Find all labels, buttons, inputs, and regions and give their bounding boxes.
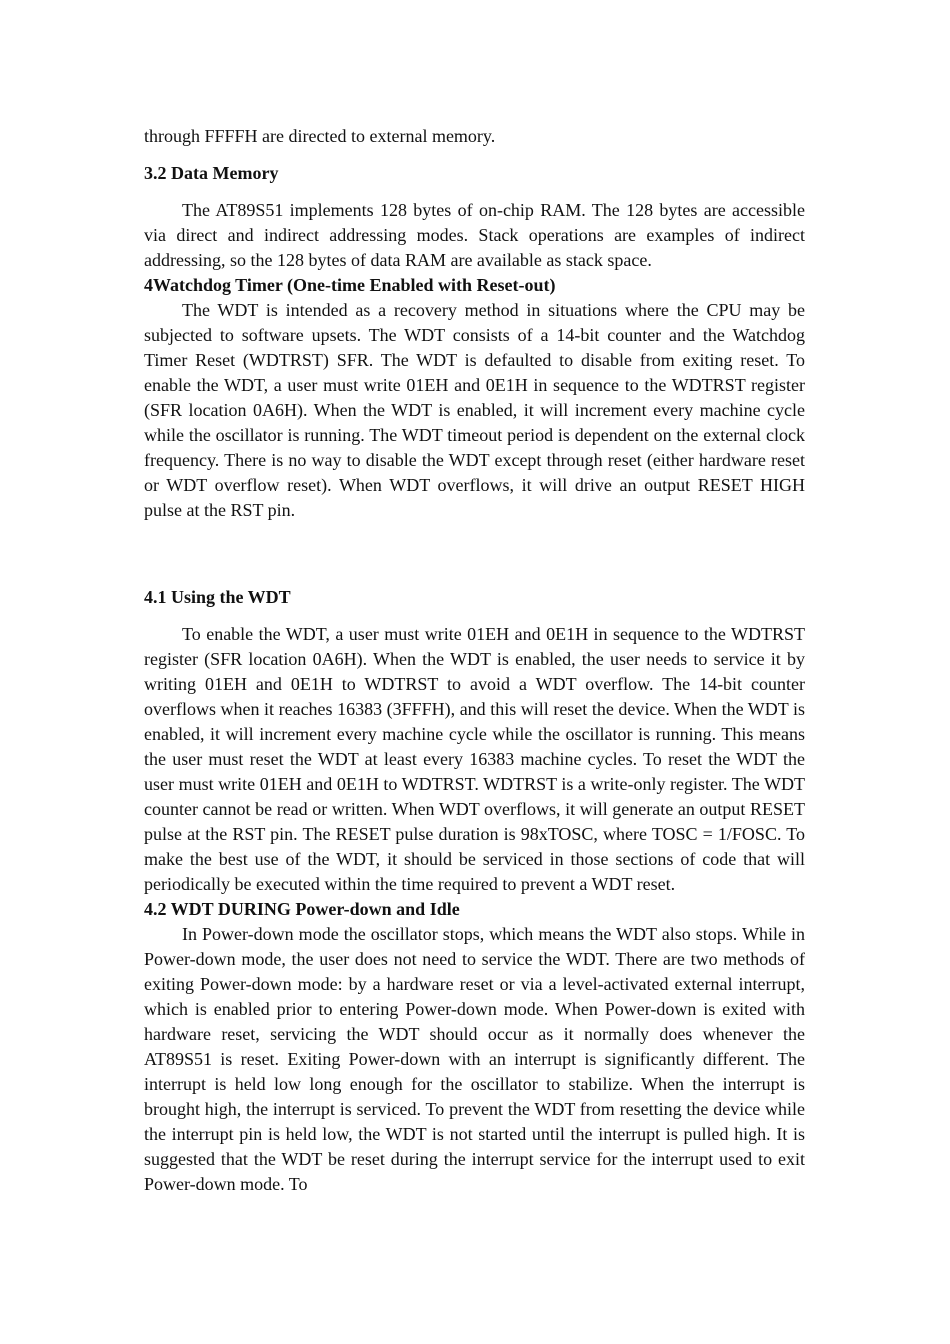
section-heading: 4Watchdog Timer (One-time Enabled with Reset-out) <box>144 275 556 295</box>
section-heading: 4.2 WDT DURING Power-down and Idle <box>144 899 460 919</box>
section-heading: 3.2 Data Memory <box>144 163 279 183</box>
paragraph: The AT89S51 implements 128 bytes of on-chip RAM. The 128 bytes are accessible via direct and indirect addressing modes. Stack operations are examples of indirect addressing, so the 128 bytes of data RAM are available as stack space. <box>144 200 805 270</box>
continuation-text <box>144 124 805 149</box>
section-heading: 4.1 Using the WDT <box>144 587 291 607</box>
continuation-line: through FFFFH are directed to external memory. <box>144 126 496 146</box>
section-data-memory <box>144 161 805 523</box>
paragraph: The WDT is intended as a recovery method in situations where the CPU may be subjected to software upsets. The WDT consists of a 14-bit counter and the Watchdog Timer Reset (WDTRST) SFR. The WDT is defaulted to disable from exiting reset. To enable the WDT, a user must write 01EH and 0E1H in sequence to the WDTRST register (SFR location 0A6H). When the WDT is enabled, it will increment every machine cycle while the oscillator is running. The WDT timeout period is dependent on the external clock frequency. There is no way to disable the WDT except through reset (either hardware reset or WDT overflow reset). When WDT overflows, it will drive an output RESET HIGH pulse at the RST pin. <box>144 300 805 520</box>
section-using-wdt <box>144 585 805 1197</box>
paragraph: To enable the WDT, a user must write 01EH and 0E1H in sequence to the WDTRST register (SFR location 0A6H). When the WDT is enabled, the user needs to service it by writing 01EH and 0E1H to WDTRST to avoid a WDT overflow. The 14-bit counter overflows when it reaches 16383 (3FFFH), and this will reset the device. When the WDT is enabled, it will increment every machine cycle while the oscillator is running. This means the user must reset the WDT at least every 16383 machine cycles. To reset the WDT the user must write 01EH and 0E1H to WDTRST. WDTRST is a write-only register. The WDT counter cannot be read or written. When WDT overflows, it will generate an output RESET pulse at the RST pin. The RESET pulse duration is 98xTOSC, where TOSC = 1/FOSC. To make the best use of the WDT, it should be serviced in those sections of code that will periodically be executed within the time required to prevent a WDT reset. <box>144 624 805 894</box>
paragraph: In Power-down mode the oscillator stops, which means the WDT also stops. While in Power-down mode, the user does not need to service the WDT. There are two methods of exiting Power-down mode: by a hardware reset or via a level-activated external interrupt, which is enabled prior to entering Power-down mode. When Power-down is exited with hardware reset, servicing the WDT should occur as it normally does whenever the AT89S51 is reset. Exiting Power-down with an interrupt is significantly different. The interrupt is held low long enough for the oscillator to stabilize. When the interrupt is brought high, the interrupt is serviced. To prevent the WDT from resetting the device while the interrupt pin is held low, the WDT is not started until the interrupt is pulled high. It is suggested that the WDT be reset during the interrupt service for the interrupt used to exit Power-down mode. To <box>144 924 805 1194</box>
